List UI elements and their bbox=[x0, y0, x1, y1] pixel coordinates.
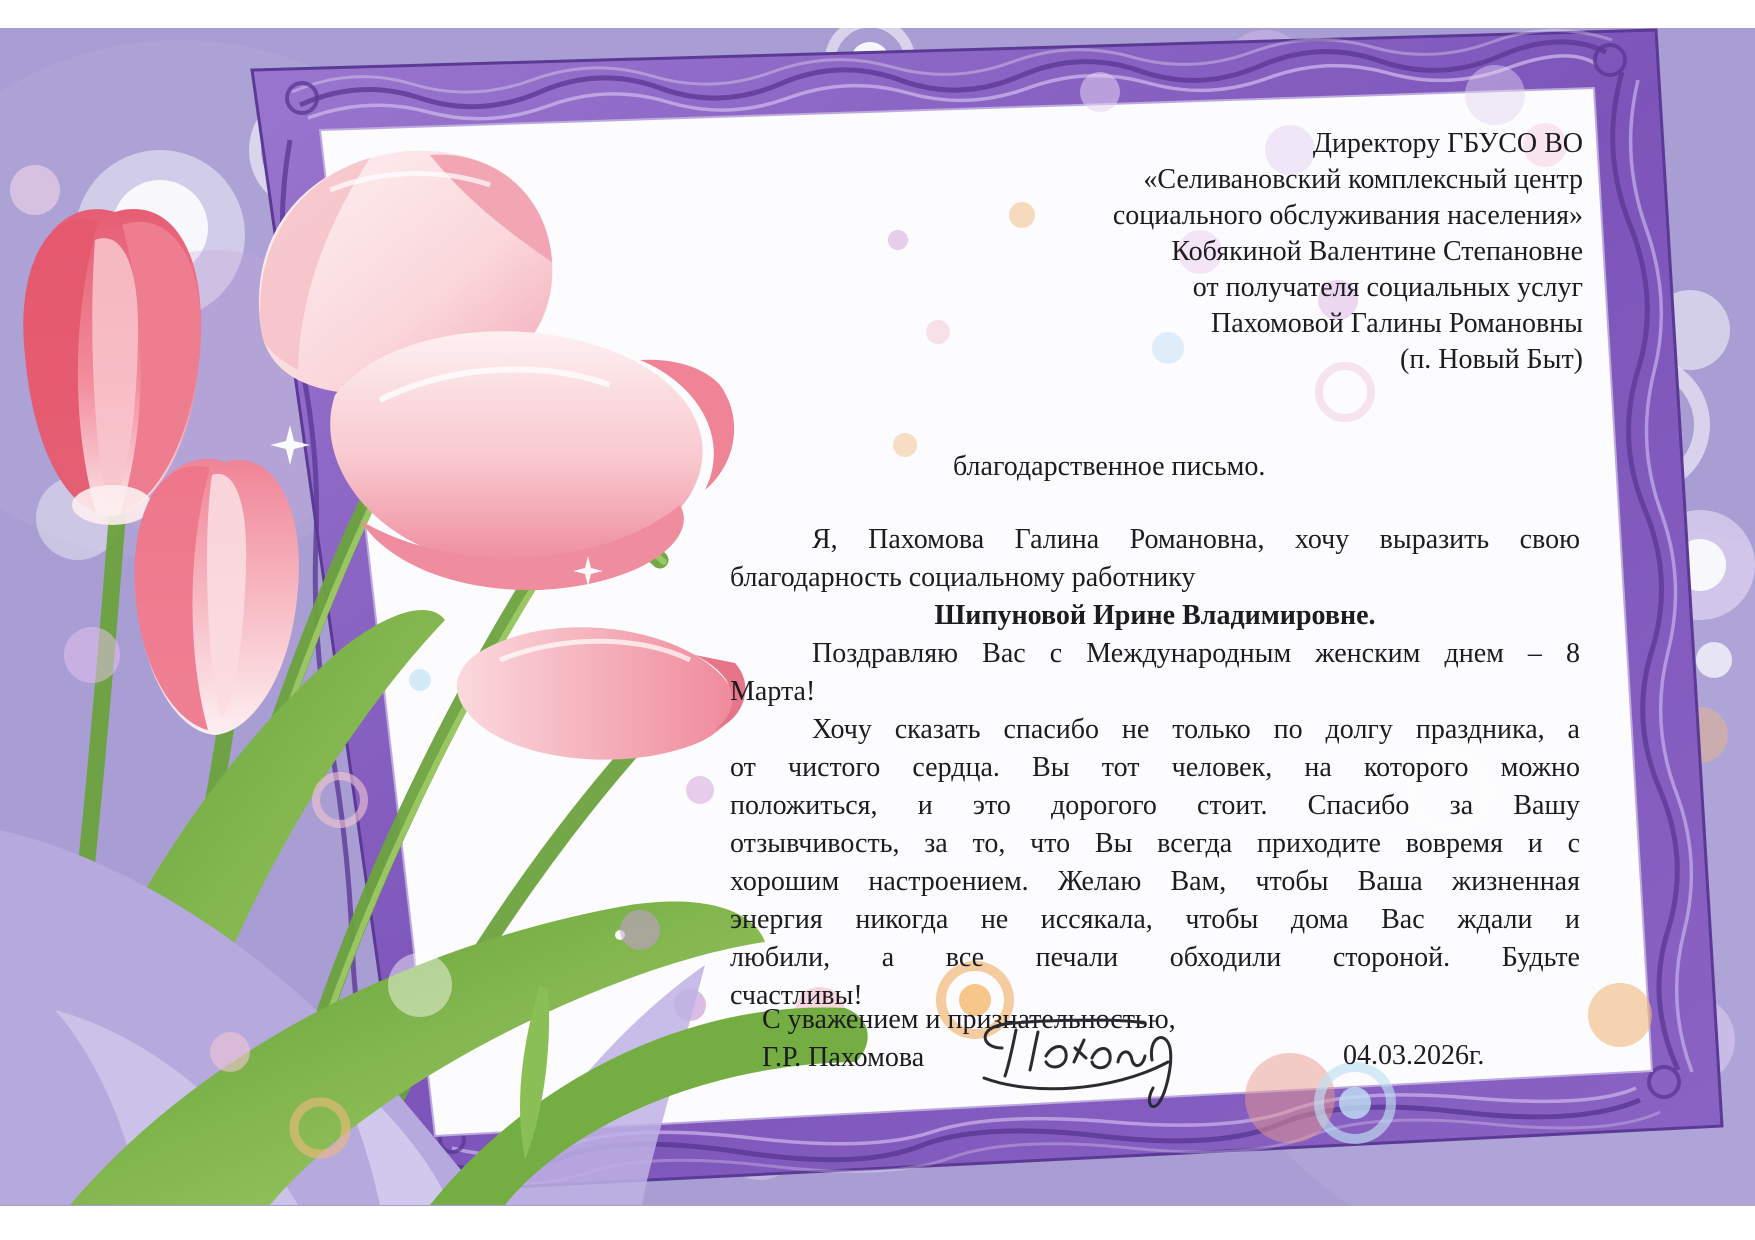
recipient-line: социального обслуживания населения» bbox=[1112, 200, 1583, 231]
recipient-line: Кобякиной Валентине Степановне bbox=[1171, 236, 1583, 267]
body-line: Я, Пахомова Галина Романовна, хочу выразить свою bbox=[812, 524, 1580, 555]
recipient-line: Директору ГБУСО ВО bbox=[1312, 128, 1583, 159]
body-line: счастливы! bbox=[730, 980, 863, 1011]
letter-title: благодарственное письмо. bbox=[953, 451, 1266, 482]
body-line: положиться, и это дорогого стоит. Спасибо за Вашу bbox=[730, 790, 1580, 821]
letter-date: 04.03.2026г. bbox=[1343, 1040, 1485, 1071]
letter-body bbox=[730, 521, 1580, 1015]
body-line: Поздравляю Вас с Международным женским днем – 8 bbox=[812, 638, 1580, 669]
closing-line: С уважением и признательностью, bbox=[762, 1004, 1176, 1035]
signature-name: Г.Р. Пахомова bbox=[762, 1042, 925, 1073]
recipient-line: «Селивановский комплексный центр bbox=[1143, 164, 1583, 195]
body-line: благодарность социальному работнику bbox=[730, 562, 1196, 593]
recipient-line: от получателя социальных услуг bbox=[1192, 272, 1583, 303]
recipient-line: (п. Новый Быт) bbox=[1400, 344, 1583, 375]
handwritten-signature bbox=[972, 1006, 1182, 1116]
body-line-social-worker-name: Шипуновой Ирине Владимировне. bbox=[934, 600, 1376, 631]
body-line: энергия никогда не иссякала, чтобы дома Вас ждали и bbox=[730, 904, 1580, 935]
body-line: хорошим настроением. Желаю Вам, чтобы Ваша жизненная bbox=[730, 866, 1580, 897]
body-line: Хочу сказать спасибо не только по долгу праздника, а bbox=[812, 714, 1580, 745]
body-line: Марта! bbox=[730, 676, 816, 707]
body-line: от чистого сердца. Вы тот человек, на которого можно bbox=[730, 752, 1580, 783]
body-line: отзывчивость, за то, что Вы всегда приходите вовремя и с bbox=[730, 828, 1580, 859]
recipient-block bbox=[900, 126, 1583, 378]
body-line: любили, а все печали обходили стороной. Будьте bbox=[730, 942, 1580, 973]
recipient-line: Пахомовой Галины Романовны bbox=[1211, 308, 1583, 339]
